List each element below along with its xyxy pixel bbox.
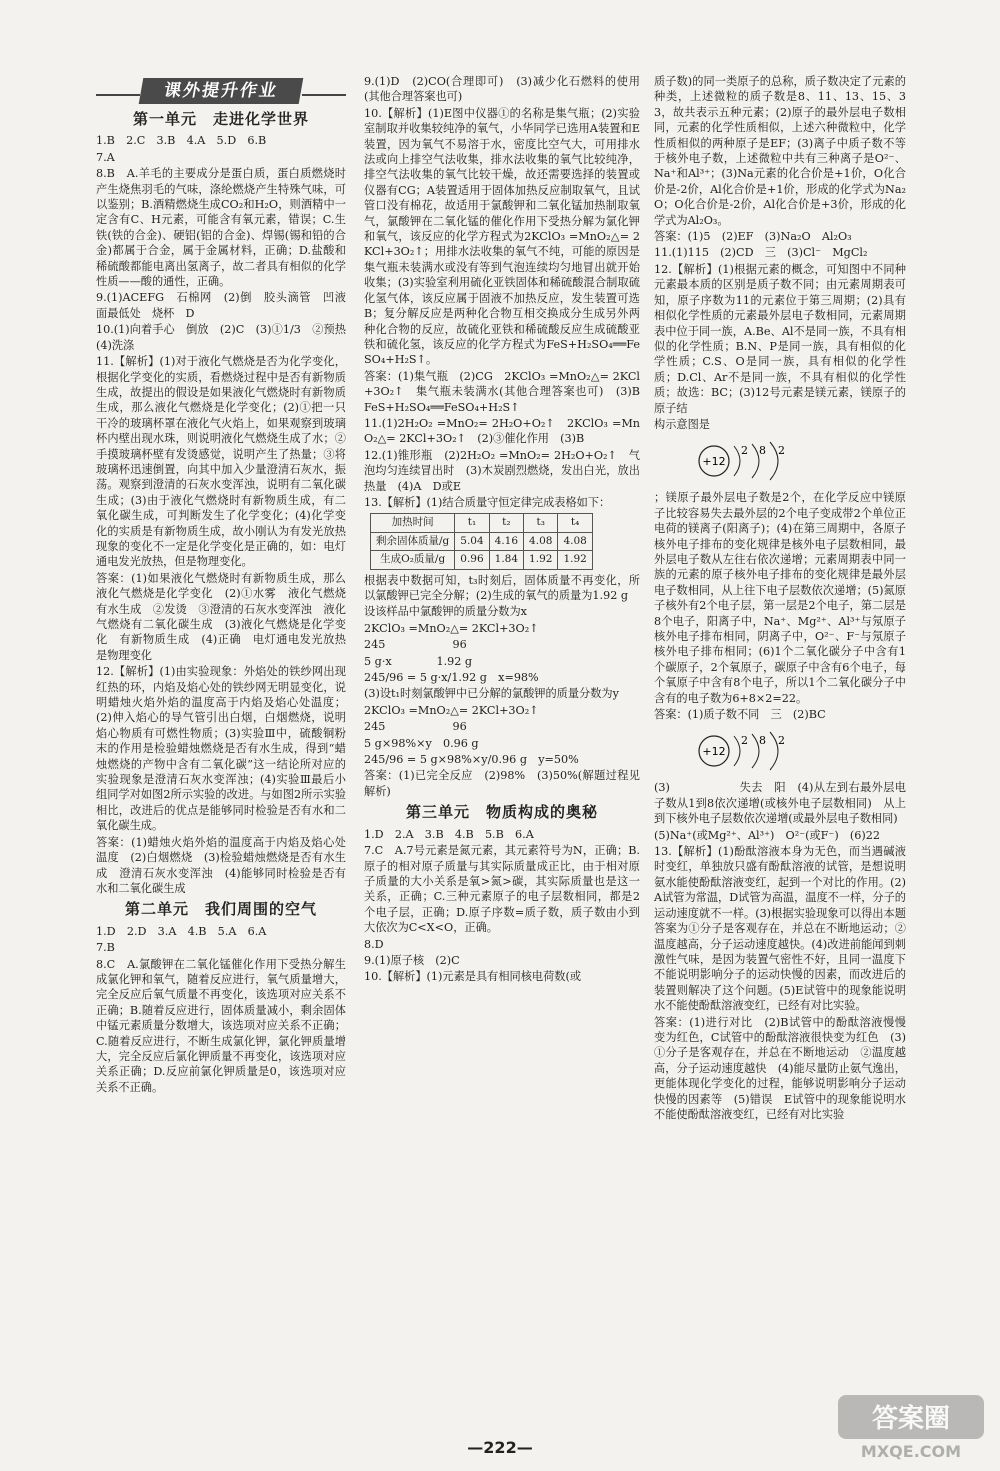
table-cell: t₄ xyxy=(558,514,592,532)
answer-line: 12.【解析】(1)根据元素的概念，可知图中不同种元素最本质的区别是质子数不同；由元素周期表可知，原子序数为11的元素位于第三周期；(2)具有相似化学性质的元素最外层电子数相同，元素周期表中位于同一族，A.Be、Al不是同一族，不具有相似的化学性质；B.N、P是同一族，具有相似的化学性质；C.S、O是同一族，具有相似的化学性质；D.Cl、Ar不是同一族，不具有相似的化学性质；故选：BC；(3)12号元素是镁元素，镁原子的原子结 xyxy=(654,262,906,415)
answer-line: 8.C A.氯酸钾在二氧化锰催化作用下受热分解生成氯化钾和氧气，随着反应进行，氧气质量增大，完全反应后氧气质量不再变化，该选项对应关系不正确；B.随着反应进行，固体质量减小，剩余固体中锰元素质量分数增大，该选项对应关系不正确；C.随着反应进行，不断生成氯化钾，氯化钾质量增大，完全反应后氯化钾质量不再变化，该选项对应关系正确；D.反应前氯化钾质量是0，该选项对应关系不正确。 xyxy=(96,957,346,1094)
table-cell: 1.92 xyxy=(558,551,592,569)
answer-line: 10.【解析】(1)元素是具有相同核电荷数(或 xyxy=(364,970,582,984)
section-banner xyxy=(96,78,346,104)
table-cell: 4.08 xyxy=(558,532,592,550)
answer-line: 答案：(1)集气瓶 (2)CG 2KClO₃ =MnO₂△= 2KCl+3O₂↑ 集气瓶未装满水(其他合理答案也可) (3)B FeS+H₂SO₄══FeSO₄+H₂S↑ xyxy=(364,369,652,414)
atom-nucleus: +12 xyxy=(702,455,726,469)
answer-line: 1.D 2.A 3.B 4.B 5.B 6.A xyxy=(364,827,534,841)
shell-3: 2 xyxy=(778,444,785,458)
table-cell: 1.92 xyxy=(524,551,558,569)
unit1-heading: 第一单元 走进化学世界 xyxy=(132,110,309,128)
answer-line: 7.B xyxy=(96,941,115,955)
atom2-text: (3) 失去 阳 (4)从左到右最外层电子数从1到8依次递增(或核外电子层数相同) 从上到下核外电子层数依次递增(或最外层电子数相同) xyxy=(654,781,906,826)
unit3-answers xyxy=(364,827,640,985)
answer-line: 10.(1)向着手心 倒放 (2)C (3)①1/3 ②预热 (4)洗涤 xyxy=(96,323,358,352)
answer-line: 答案：(1)进行对比 (2)B试管中的酚酞溶液慢慢变为红色，C试管中的酚酞溶液很快变为红色 (3)①分子是客观存在，并总在不断地运动 ②温度越高，分子运动速度越快 (4)能尽量防止氨气逸出，更能体现化学变化的过程，能够说明影响分子运动快慢的因素等 (5)错误 E试管中的现象能说明水不能使酚酞溶液变红，已经有对比实验 xyxy=(654,1015,906,1121)
calc-lines xyxy=(364,573,640,800)
svg-text:+12: +12 xyxy=(702,745,726,759)
unit2-answers-cont xyxy=(364,74,652,510)
answer-line: 7.C A.7号元素是氮元素，其元素符号为N，正确；B.原子的相对原子质量与其实际质量成正比，由于相对原子质量的大小关系是氧>氮>碳，其实际质量也是这一关系，正确；C.三种元素原子的电子层数相同，都是2个电子层，正确；D.原子序数=质子数，质子数由小到大依次为C<X<O，正确。 xyxy=(364,844,640,935)
unit3-answers-cont xyxy=(654,74,906,416)
table-cell: 生成O₂质量/g xyxy=(371,551,455,569)
unit3-explanation xyxy=(654,490,906,722)
calc-line: 245 96 xyxy=(364,720,467,734)
table-cell: 4.08 xyxy=(524,532,558,550)
magnesium-atom-diagram-2 xyxy=(694,726,804,776)
calc-line: 245 96 xyxy=(364,638,467,652)
answer-line: 12.(1)锥形瓶 (2)2H₂O₂ =MnO₂= 2H₂O+O₂↑ 气泡均匀连续冒出时 (3)木炭剧烈燃烧，发出白光，放出热量 (4)A D或E xyxy=(364,448,640,493)
shell-2: 8 xyxy=(759,444,766,458)
calc-line: 2KClO₃ =MnO₂△= 2KCl+3O₂↑ xyxy=(364,621,539,635)
answer-line: 11.(1)115 (2)CD 三 (3)Cl⁻ MgCl₂ xyxy=(654,246,868,260)
calc-line: 245/96 = 5 g×98%×y/0.96 g y=50% xyxy=(364,753,579,767)
atom-label: 构示意图是 xyxy=(654,417,710,431)
table-row xyxy=(371,532,593,550)
unit1-answers xyxy=(96,133,358,896)
watermark-logo xyxy=(836,1391,986,1461)
unit2-answers xyxy=(96,924,346,1095)
answer-line: 13.【解析】(1)酚酞溶液本身为无色，而当遇碱液时变红，单独放只盛有酚酞溶液的试管，是想说明氨水能使酚酞溶液变红，起到一个对比的作用。(2)A试管为常温，D试管为高温，温度不一样，分子的运动速度就不一样。(3)根据实验现象可以得出本题答案为①分子是客观存在，并总在不断地运动；②温度越高，分子运动速度越快。(4)改进前能闻到刺激性气味，是因为装置气密性不好，且同一温度下不能说明影响分子的运动快慢的因素，而改进后的装置则解决了这个问题。(5)E试管中的现象能说明水不能使酚酞溶液变红，已经有对比实验。 xyxy=(654,845,906,1013)
answer-line: 1.D 2.D 3.A 4.B 5.A 6.A xyxy=(96,924,267,938)
answer-line: (5)Na⁺(或Mg²⁺、Al³⁺) O²⁻(或F⁻) (6)22 xyxy=(654,828,880,842)
answer-line: 13.【解析】(1)结合质量守恒定律完成表格如下： xyxy=(364,495,611,509)
answer-line: 质子数)的同一类原子的总称，质子数决定了元素的种类，上述微粒的质子数是8、11、13、15、33，故共表示五种元素；(2)原子的最外层电子数相同，元素的化学性质相似，上述六种微粒中，化学性质相似的两种原子是EF；(3)离子中质子数不等于核外电子数，上述微粒中共有三种离子是O²⁻、Na⁺和Al³⁺；(3)Na元素的化合价是+1价，O化合价是-2价，Al化合价是+1价，形成的化学式为Na₂O；O化合价是-2价，Al化合价是+3价，形成的化学式为Al₂O₃。 xyxy=(654,75,906,227)
calc-line: 5 g·x 1.92 g xyxy=(364,654,473,668)
magnesium-atom-diagram xyxy=(694,436,804,486)
table-cell: 0.96 xyxy=(455,551,489,569)
calc-line: 设该样品中氯酸钾的质量分数为x xyxy=(364,605,527,619)
answer-line: 8.B A.羊毛的主要成分是蛋白质，蛋白质燃烧时产生烧焦羽毛的气味，涤纶燃烧产生特殊气味，可以鉴别；B.酒精燃烧生成CO₂和H₂O，则酒精中一定含有C、H元素，可能含有氧元素，错误；C.生铁(铁的合金)、硬铝(铝的合金)、焊锡(锡和铅的合金)都属于合金，属于金属材料，正确；D.盐酸和稀硫酸都能电离出氢离子，故二者具有相似的化学性质——酸的通性，正确。 xyxy=(96,167,346,289)
answer-line: 答案：(1)质子数不同 三 (2)BC xyxy=(654,708,826,722)
column-middle xyxy=(364,74,652,1454)
answer-line: ；镁原子最外层电子数是2个，在化学反应中镁原子比较容易失去最外层的2个电子变成带2个单位正电荷的镁离子(阳离子)；(4)在第三周期中，各原子核外电子排布的变化规律是核外电子层数相同，最外层电子数从左往右依次递增；元素周期表中同一族的元素的原子核外电子排布的变化规律是最外层电子数相同，从上往下电子层数依次递增；(5)氮原子核外有2个电子层，第一层是2个电子，第二层是8个电子，阳离子中，Na⁺、Mg²⁺、Al³⁺与氖原子核外电子排布相同，阴离子中，O²⁻、F⁻与氖原子核外电子排布相同；(6)1个二氧化碳分子中含有1个碳原子，2个氧原子，碳原子中含有6个电子，每个氧原子中含有8个电子，所以1个二氧化碳分子中含有的电子数为6+8×2=22。 xyxy=(654,491,906,705)
unit3-heading: 第三单元 物质构成的奥秘 xyxy=(405,803,598,822)
table-cell: 加热时间 xyxy=(371,514,455,532)
table-cell: t₂ xyxy=(489,514,523,532)
answer-line: 9.(1)ACEFG 石棉网 (2)倒 胶头滴管 凹液面最低处 烧杯 D xyxy=(96,291,346,320)
table-cell: 1.84 xyxy=(489,551,523,569)
calc-line: 答案：(1)已完全反应 (2)98% (3)50%(解题过程见解析) xyxy=(364,769,640,798)
calc-line: 2KClO₃ =MnO₂△= 2KCl+3O₂↑ xyxy=(364,703,539,717)
table-cell: 4.16 xyxy=(489,532,523,550)
answer-line: 9.(1)D (2)CO(合理即可) (3)减少化石燃料的使用(其他合理答案也可) xyxy=(364,75,640,104)
answer-line: 9.(1)原子核 (2)C xyxy=(364,953,460,967)
calc-line: (3)设t₁时刻氯酸钾中已分解的氯酸钾的质量分数为y xyxy=(364,687,619,701)
table-cell: 剩余固体质量/g xyxy=(371,532,455,550)
svg-text:2: 2 xyxy=(778,734,785,748)
answer-line: 答案：(1)5 (2)EF (3)Na₂O Al₂O₃ xyxy=(654,230,852,244)
calc-line: 245/96 = 5 g·x/1.92 g x=98% xyxy=(364,671,539,685)
table-cell: 5.04 xyxy=(455,532,489,550)
shell-1: 2 xyxy=(741,444,748,458)
answer-line: 8.D xyxy=(364,937,384,951)
table-cell: t₁ xyxy=(455,514,489,532)
page-number: —222— xyxy=(467,1438,533,1457)
answer-line: 11.【解析】(1)对于液化气燃烧是否为化学变化，根据化学变化的实质，看燃烧过程中是否有新物质生成，故提出的假设是如果液化气燃烧时有新物质生成，那么液化气燃烧是化学变化；(2)①把一只干冷的玻璃杯罩在液化气火焰上，如果观察到玻璃杯内壁出现水珠，则说明液化气燃烧生成了水；②手摸玻璃杯壁有发烫感觉，说明产生了热量；③将玻璃杯迅速倒置，向其中加入少量澄清石灰水，振荡。观察到澄清的石灰水变浑浊，说明有二氧化碳生成；(3)由于液化气燃烧时有新物质生成，有二氧化碳生成，可判断发生了化学变化；(4)化学变化的实质是有新物质生成，故小刚认为有发光放热现象的变化不一定是化学变化是正确的，如：电灯通电发光放热，但是物理变化。 xyxy=(96,355,346,569)
answer-line: 7.A xyxy=(96,150,115,164)
answer-line: 1.B 2.C 3.B 4.A 5.D 6.B xyxy=(96,134,267,148)
calc-line: 5 g×98%×y 0.96 g xyxy=(364,736,479,750)
calc-line: 根据表中数据可知，t₃时刻后，固体质量不再变化，所以氯酸钾已完全分解；(2)生成的氧气的质量为1.92 g xyxy=(364,573,640,602)
answer-line: 12.【解析】(1)由实验现象：外焰处的铁纱网出现红热的环，内焰及焰心处的铁纱网无明显变化，说明蜡烛火焰外焰的温度高于内焰及焰心处温度；(2)伸入焰心的导气管引出白烟，白烟燃烧，说明焰心物质有可燃性物质；(3)实验Ⅲ中，硫酸铜粉末的作用是检验蜡烛燃烧是否有水生成，得到“蜡烛燃烧的产物中含有二氧化碳”这一结论所对应的实验现象是澄清石灰水变浑浊；(4)实验Ⅲ最后小组同学对如图2所示实验的改进。与如图2所示实验相比，改进后的优点是能够同时检验是否有水和二氧化碳生成。 xyxy=(96,665,346,833)
table-row xyxy=(371,514,593,532)
table-cell: t₃ xyxy=(524,514,558,532)
answer-line: 答案：(1)如果液化气燃烧时有新物质生成，那么液化气燃烧是化学变化 (2)①水雾 液化气燃烧有水生成 ②发烫 ③澄清的石灰水变浑浊 液化气燃烧有二氧化碳生成 (3)液化气燃烧是化学变化 有新物质生成 (4)正确 电灯通电发光放热是物理变化 xyxy=(96,571,346,662)
unit2-heading: 第二单元 我们周围的空气 xyxy=(124,900,317,919)
svg-text:MXQE.COM: MXQE.COM xyxy=(860,1442,962,1461)
svg-text:答案圈: 答案圈 xyxy=(871,1404,951,1434)
svg-text:8: 8 xyxy=(759,734,766,748)
table-row xyxy=(371,551,593,569)
answer-line: 11.(1)2H₂O₂ =MnO₂= 2H₂O+O₂↑ 2KClO₃ =MnO₂△= 2KCl+3O₂↑ (2)③催化作用 (3)B xyxy=(364,416,640,446)
unit3-answers-end xyxy=(654,828,906,1123)
answer-line: 答案：(1)蜡烛火焰外焰的温度高于内焰及焰心处温度 (2)白烟燃烧 (3)检验蜡烛燃烧是否有水生成 澄清石灰水变浑浊 (4)能够同时检验是否有水和二氧化碳生成 xyxy=(96,835,346,895)
column-left xyxy=(96,74,358,1454)
data-table xyxy=(370,513,593,569)
answer-line: 10.【解析】(1)E图中仪器①的名称是集气瓶；(2)实验室制取并收集较纯净的氧气，小华同学已选用A装置和E装置，因为氧气不易溶于水，密度比空气大，可用排水法或向上排空气法收集，排水法收集的氧气比较纯净，排空气法收集的氧气比较干燥，故还需要选择的装置或仪器有CG；A装置适用于固体加热反应制取氧气，且试管口没有棉花，故适用于氯酸钾和二氧化锰加热制取氧气，氯酸钾在二氧化锰的催化作用下受热分解为氯化钾和氧气，该反应的化学方程式为2KClO₃ =MnO₂△= 2KCl+3O₂↑；用排水法收集的氧气不纯，可能的原因是集气瓶未装满水或没有等到气泡连续均匀地冒出就开始收集；(3)实验室利用硫化亚铁固体和稀硫酸混合制取硫化氢气体，该反应属于固液不加热反应，发生装置可选B；复分解反应是两种化合物互相交换成分生成另外两种化合物的反应，故硫化亚铁和稀硫酸反应生成硫酸亚铁和硫化氢，该反应的化学方程式为FeS+H₂SO₄══FeSO₄+H₂S↑。 xyxy=(364,106,640,367)
banner-title: 课外提升作业 xyxy=(139,78,304,104)
column-right xyxy=(654,74,906,1454)
svg-text:2: 2 xyxy=(741,734,748,748)
